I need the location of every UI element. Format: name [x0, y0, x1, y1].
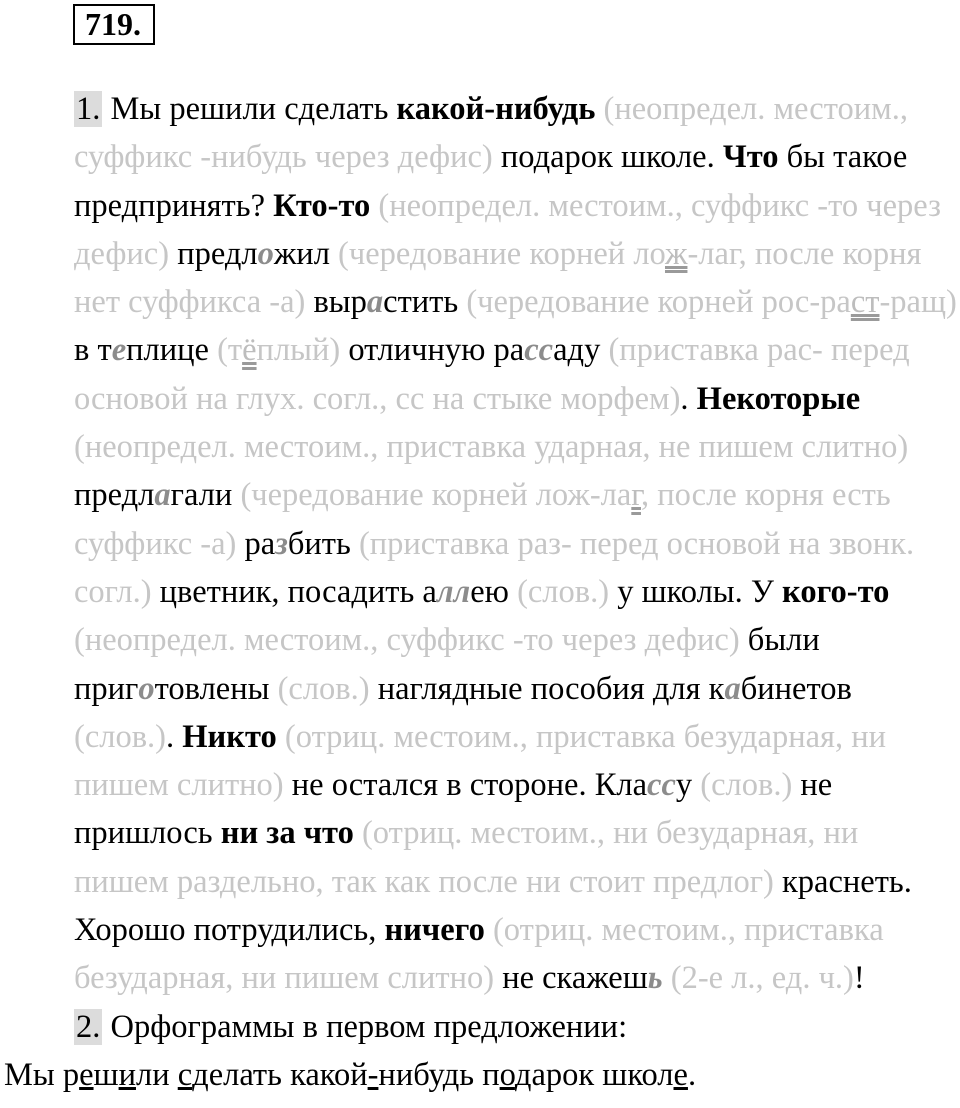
highlighted-letter: а: [154, 477, 171, 514]
grammar-note: (отриц. местоим., приставка безударная, ни пишем слитно): [74, 912, 884, 997]
text: отличную ра: [340, 332, 525, 369]
grammar-note: [209, 332, 340, 368]
grammar-note: (неопредел. местоим., приставка ударная, не пишем слитно): [74, 429, 909, 466]
text: у школы. У: [609, 573, 783, 610]
text: гали: [170, 477, 233, 514]
grammar-note: (слов.): [508, 573, 610, 610]
note-part: , после корня есть суффикс -а): [74, 477, 891, 562]
grammar-note: (приставка рас- перед основой на глух. согл., сс на стыке морфем): [74, 332, 910, 417]
note-part: (чередование корней рос-ра: [458, 284, 851, 321]
note-underlined-letter: ж: [664, 235, 688, 272]
orthogram-letter: и: [118, 1056, 136, 1093]
text: .: [680, 380, 697, 417]
note-part: (чередование корней ло: [329, 235, 665, 272]
text: Мы решили сделать: [102, 91, 397, 127]
note-part: -ращ): [879, 284, 957, 321]
orthogram-letter: с: [177, 1056, 193, 1093]
highlighted-letter: а: [724, 670, 741, 707]
part-1-paragraph: [4, 85, 960, 1003]
part-2-heading: [4, 1003, 960, 1051]
text: дарок школ: [514, 1056, 674, 1093]
highlighted-letter: о: [257, 235, 274, 272]
text: ра: [236, 525, 276, 562]
orthogram-letter: о: [499, 1056, 515, 1093]
text: .: [687, 1056, 697, 1093]
text: выр: [305, 284, 367, 321]
text: нибудь п: [378, 1056, 500, 1093]
grammar-note: (слов.): [692, 767, 793, 804]
text: бы такое предпринять?: [74, 139, 908, 224]
grammar-note: (отриц. местоим., ни безударная, ни пишем раздельно, так как после ни стоит предлог): [74, 815, 859, 900]
orthogram-letter: е: [673, 1056, 688, 1093]
text: аду: [553, 332, 601, 369]
grammar-note: (2-е л., ед. ч.): [662, 960, 854, 997]
text: товлены: [154, 670, 270, 707]
note-part: плый): [256, 332, 341, 369]
text: ли: [135, 1056, 178, 1093]
key-word: Кто-то: [273, 187, 371, 224]
key-word: Никто: [182, 718, 277, 755]
part-2-number: 2.: [76, 1008, 101, 1045]
highlighted-letter: сс: [647, 767, 676, 804]
text: не остался в стороне. Кла: [283, 767, 648, 804]
highlighted-letter: а: [366, 284, 384, 321]
text: предл: [74, 477, 155, 514]
text: Орфограммы в первом предложении:: [102, 1008, 628, 1045]
orthogram-letter: -: [367, 1056, 379, 1093]
note-part: (чередование корней лож-ла: [232, 477, 632, 514]
highlighted-letter: сс: [524, 332, 554, 369]
key-word: Некоторые: [696, 380, 861, 417]
highlighted-letter: ь: [647, 960, 663, 997]
key-word: ни за что: [220, 815, 354, 852]
orthogram-letter: е: [79, 1056, 94, 1093]
key-word: кого-то: [782, 573, 890, 610]
note-underlined-letter: ст: [850, 284, 880, 321]
highlighted-letter: лл: [436, 573, 471, 610]
exercise-number: 719.: [73, 4, 155, 45]
note-part: -лаг, после корня нет суффикса -а): [74, 235, 922, 321]
exercise-text: [4, 85, 960, 1099]
text: подарок школе.: [492, 139, 723, 176]
text: .: [166, 718, 183, 755]
key-word: Что: [722, 139, 779, 176]
text: у: [675, 767, 693, 804]
highlighted-letter: з: [275, 525, 288, 562]
note-underlined-letter: г: [631, 477, 641, 514]
grammar-note: (слов.): [269, 670, 370, 707]
note-part: (т: [208, 332, 243, 369]
note-underlined-letter: ё: [242, 332, 257, 369]
text: делать какой: [192, 1056, 368, 1093]
text: не пришлось: [74, 767, 833, 852]
grammar-note: (приставка раз- перед основой на звонк. согл.): [74, 525, 915, 610]
text: краснеть. Хорошо потрудились,: [74, 863, 912, 949]
text: бинетов: [740, 670, 852, 707]
text: были приг: [74, 622, 820, 707]
text: Мы р: [4, 1056, 80, 1093]
text: стить: [383, 284, 459, 321]
grammar-note: (слов.): [74, 718, 167, 755]
text: !: [853, 960, 865, 997]
text: ею: [470, 573, 509, 610]
grammar-note: (неопредел. местоим., суффикс -нибудь через дефис): [74, 91, 908, 176]
key-word: ничего: [384, 912, 485, 949]
part-1-number: 1.: [76, 91, 101, 127]
text: ш: [93, 1056, 119, 1093]
grammar-note: (отриц. местоим., приставка безударная, ни пишем слитно): [74, 718, 887, 804]
text: наглядные пособия для к: [369, 670, 725, 707]
text: жил: [273, 235, 330, 272]
text: не скажеш: [494, 960, 648, 997]
grammar-note: (неопредел. местоим., суффикс -то через дефис): [74, 187, 941, 272]
text: цветник, посадить а: [151, 573, 437, 610]
text: бить: [287, 525, 351, 562]
highlighted-letter: е: [111, 332, 127, 369]
text: плице: [126, 332, 209, 369]
orthogram-sentence: [4, 1051, 960, 1099]
grammar-note: [458, 284, 957, 320]
highlighted-letter: о: [138, 670, 155, 707]
text: в т: [74, 332, 112, 369]
key-word: какой-нибудь: [396, 91, 596, 127]
grammar-note: (неопредел. местоим., суффикс -то через дефис): [74, 622, 740, 659]
text: предл: [169, 235, 258, 272]
